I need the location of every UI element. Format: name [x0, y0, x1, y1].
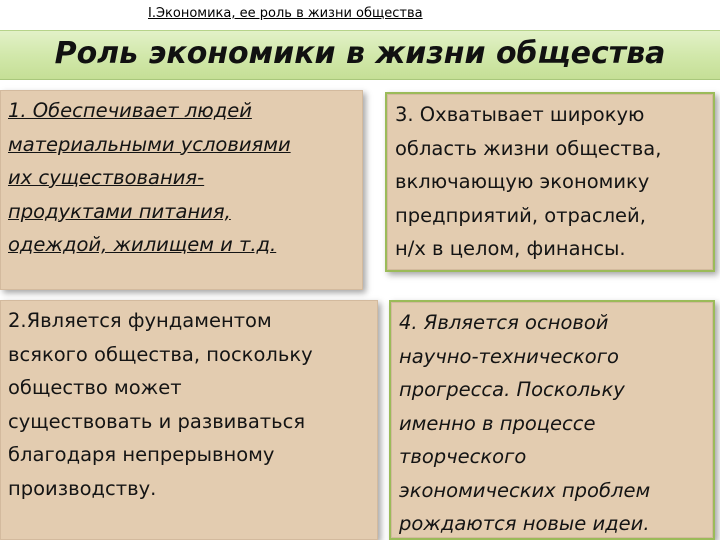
role-card-1 — [0, 90, 363, 290]
role-card-4 — [389, 300, 715, 540]
role-card-2-text: 2.Является фундаментом всякого общества, поскольку общество может существовать и развиваться благодаря непрерывному производству. — [8, 309, 313, 500]
topic-heading: I.Экономика, ее роль в жизни общества — [148, 6, 423, 21]
role-card-3 — [385, 92, 715, 272]
role-card-3-text: 3. Охватывает широкую область жизни общества, включающую экономику предприятий, отраслей, н/х в целом, финансы. — [395, 103, 662, 260]
slide-title: Роль экономики в жизни общества — [54, 36, 666, 71]
role-card-1-text: 1. Обеспечивает людей материальными условиями их существования- продуктами питания, одеждой, жилищем и т.д. — [8, 99, 291, 256]
role-card-2 — [0, 300, 378, 540]
role-card-4-text: 4. Является основой научно-технического прогресса. Поскольку именно в процессе творческого экономических проблем рождаются новые идеи. — [399, 311, 651, 535]
